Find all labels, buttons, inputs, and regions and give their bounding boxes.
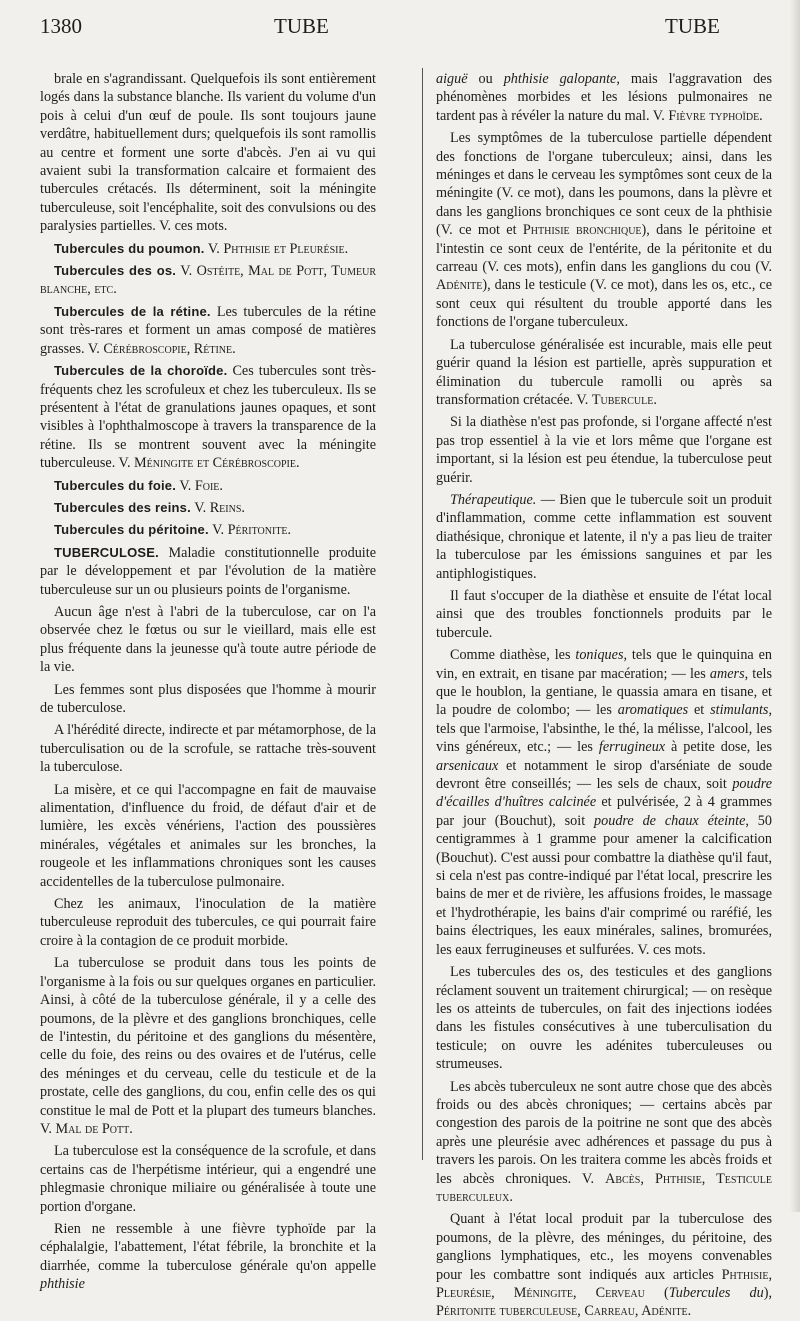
paragraph: La misère, et ce qui l'accompagne en fait de mauvaise alimentation, d'influence du froid, de défaut d'air et de lumière, les excès vénériens, l'action des poussières minérales, végétales et animales sur les bronches, la rougeole et les inflammations chroniques sont les causes accidentelles de la tuberculose pulmonaire.: [40, 781, 376, 890]
paragraph: aiguë ou phthisie galopante, mais l'aggravation des phénomènes morbides et les lésions pulmonaires ne tardent pas à révéler la nature du mal. V. Fièvre typhoïde.: [436, 71, 773, 124]
paragraph: Rien ne ressemble à une fièvre typhoïde par la céphalalgie, l'abattement, l'état fébrile, la bronchite et la diarrhée, comme la tuberculose générale qu'on appelle phthisie: [40, 1220, 376, 1293]
paragraph: La tuberculose se produit dans tous les points de l'organisme à la fois ou sur quelques organes en particulier. Ainsi, à côté de la tuberculose générale, il y a celle des poumons, de la plèvre et des ganglions bronchiques, celle de l'intestin, du péritoine et des ganglions du mésentère, celle du foie, des reins ou des ovaires et de l'utérus, celle des méninges et du cerveau, celle du testicule et de la prostate, celle des ganglions, du cou, enfin celle des os qui constitue le mal de Pott et la plupart des tumeurs blanches. V. Mal de Pott.: [40, 955, 376, 1137]
page-number: 1380: [40, 14, 82, 38]
paragraph: La tuberculose généralisée est incurable, mais elle peut guérir quand la lésion est partielle, après suppuration et élimination du tubercule ramolli ou après sa transformation crétacée. V. Tubercule.: [436, 336, 772, 408]
entry-tubercules-poumon: Tubercules du poumon. V. Phthisie et Pleurésie.: [54, 240, 349, 257]
entry-tuberculose: TUBERCULOSE. Maladie constitutionnelle produite par le développement et par l'évolution de la matière tuberculeuse sur un ou plusieurs points de l'organisme.: [40, 544, 376, 598]
running-header: [40, 14, 780, 50]
therapeutique-section: Thérapeutique. — Bien que le tubercule soit un produit d'inflammation, comme cette inflammation est souvent diathésique, chronique et latente, il n'y a pas lieu de traiter la tuberculose par les émissions sanguines et par les antiphlogistiques.: [436, 491, 772, 582]
entry-tubercules-peritoine: Tubercules du péritoine. V. Péritonite.: [54, 522, 292, 539]
right-column: [436, 70, 772, 1321]
paragraph: La tuberculose est la conséquence de la scrofule, et dans certains cas de l'herpétisme intérieur, qui a engendré une phlegmasie chronique miliaire ou généralisée à toute une portion d'organe.: [40, 1143, 376, 1215]
paragraph: Aucun âge n'est à l'abri de la tuberculose, car on l'a observée chez le fœtus ou sur le vieillard, mais elle est plus fréquente dans la jeunesse qu'à toute autre période de la vie.: [40, 603, 376, 676]
paragraph: A l'hérédité directe, indirecte et par métamorphose, de la tuberculisation ou de la scrofule, se rattache très-souvent la tuberculose.: [40, 722, 376, 776]
paragraph: Les symptômes de la tuberculose partielle dépendent des fonctions de l'organe tuberculeux; ainsi, dans les méninges et dans le cerveau les symptômes sont ceux de la méningite (V. ce mot), dans les poumons, dans la plèvre et dans les ganglions bronchiques ce sont ceux de la phthisie (V. ce mot et Phthisie bronchique), dans le péritoine et l'intestin ce sont ceux de l'entérite, de la péritonite et du carreau (V. ces mots), enfin dans les ganglions du cou (V. Adénite), dans le testicule (V. ce mot), dans les os, etc., ce sont ceux qui résultent du trouble apporté dans les fonctions de l'organe tuberculeux.: [436, 130, 772, 331]
column-divider: [422, 68, 423, 1160]
paragraph: brale en s'agrandissant. Quelquefois ils sont entièrement logés dans la substance blanche. Ils varient du volume d'un pois à celui d'un œuf de poule. Ils sont toujours jaune verdâtre, habituellement durs; quelquefois ils sont ramollis au centre et forment une sorte d'abcès. J'en ai vu qui avaient subi la transformation calcaire et formaient des tubercules crétacés. Ils déterminent, soit la méningite tuberculeuse, soit l'encéphalite, soit des convulsions ou des paralysies partielles. V. ces mots.: [40, 71, 376, 235]
paragraph: Les tubercules des os, des testicules et des ganglions réclament souvent un traitement chirurgical; — on resèque les os atteints de tubercules, on fait des injections iodées dans les fistules consécutives à une tuberculisation du testicule; on ouvre les adénites tuberculeuses ou strumeuses.: [436, 964, 772, 1073]
page-edge: [790, 0, 800, 1212]
left-column: [40, 70, 376, 1294]
paragraph: Chez les animaux, l'inoculation de la matière tuberculeuse reproduit des tubercules, ce qui pourrait faire croire à la contagion de ce produit morbide.: [40, 896, 376, 949]
paragraph: Comme diathèse, les toniques, tels que le quinquina en vin, en extrait, en tisane par macération; — les amers, tels que le houblon, la gentiane, le quassia amara en tisane, et la poudre de colombo; — les aromatiques et stimulants, tels que l'armoise, l'absinthe, le thé, la mélisse, l'alcool, les vins généreux, etc.; — les ferrugineux à petite dose, les arsenicaux et notamment le sirop d'arséniate de soude devront être conseillés; — les sels de chaux, soit poudre d'écailles d'huîtres calcinée et pulvérisée, 2 à 4 grammes par jour (Bouchut), soit poudre de chaux éteinte, 50 centigrammes à 1 gramme pour amener la calcification (Bouchut). C'est aussi pour combattre la diathèse qu'il faut, si cela n'est pas contre-indiqué par l'état local, prescrire les bains de mer et de rivière, les affusions froides, le massage et l'hydrothérapie, les bains d'air comprimé ou raréfié, les bains électriques, les eaux minérales, salines, bromurées, les eaux ferrugineuses et sulfurées. V. ces mots.: [436, 647, 773, 958]
paragraph: Quant à l'état local produit par la tuberculose des poumons, de la plèvre, des méninges, du péritoine, des ganglions lymphatiques, etc., les moyens convenables pour les combattre sont indiqués aux articles Phthisie, Pleurésie, Méningite, Cerveau (Tubercules du), Péritonite tuberculeuse, Carreau, Adénite.: [436, 1211, 772, 1320]
entry-tubercules-choroide: Tubercules de la choroïde. Ces tubercules sont très-fréquents chez les scrofuleux et chez les tuberculeux. Ils se présentent à l'état de granulations jaunes opaques, et sont visibles à l'ophthalmoscope à travers la transparence de la rétine. Ils se montrent souvent avec la méningite tuberculeuse. V. Méningite et Cérébroscopie.: [40, 363, 376, 472]
paragraph: Si la diathèse n'est pas profonde, si l'organe affecté n'est pas trop essentiel à la vie et lors même que l'organe est important, si la lésion est peu étendue, la tuberculose peut guérir.: [436, 414, 772, 486]
entry-tubercules-reins: Tubercules des reins. V. Reins.: [54, 499, 245, 516]
paragraph: Il faut s'occuper de la diathèse et ensuite de l'état local ainsi que des troubles fonctionnels produits par le tubercule.: [436, 587, 772, 641]
running-head-left: TUBE: [274, 14, 329, 38]
running-head-right: TUBE: [665, 14, 720, 38]
entry-tubercules-os: Tubercules des os. V. Ostéite, Mal de Pott, Tumeur blanche, etc.: [40, 263, 376, 298]
entry-tubercules-retine: Tubercules de la rétine. Les tubercules de la rétine sont très-rares et forment un amas composé de matières grasses. V. Cérébroscopie, Rétine.: [40, 303, 376, 357]
paragraph: Les femmes sont plus disposées que l'homme à mourir de tuberculose.: [40, 681, 376, 716]
paragraph: Les abcès tuberculeux ne sont autre chose que des abcès froids ou des abcès chroniques; — certains abcès par congestion des parois de la poitrine ne sont que des abcès après une pleurésie avec adhérences et passage du pus à travers les parois. On les traitera comme les abcès froids et les abcès chroniques. V. Abcès, Phthisie, Testicule tuberculeux.: [436, 1078, 772, 1205]
entry-tubercules-foie: Tubercules du foie. V. Foie.: [54, 477, 223, 494]
